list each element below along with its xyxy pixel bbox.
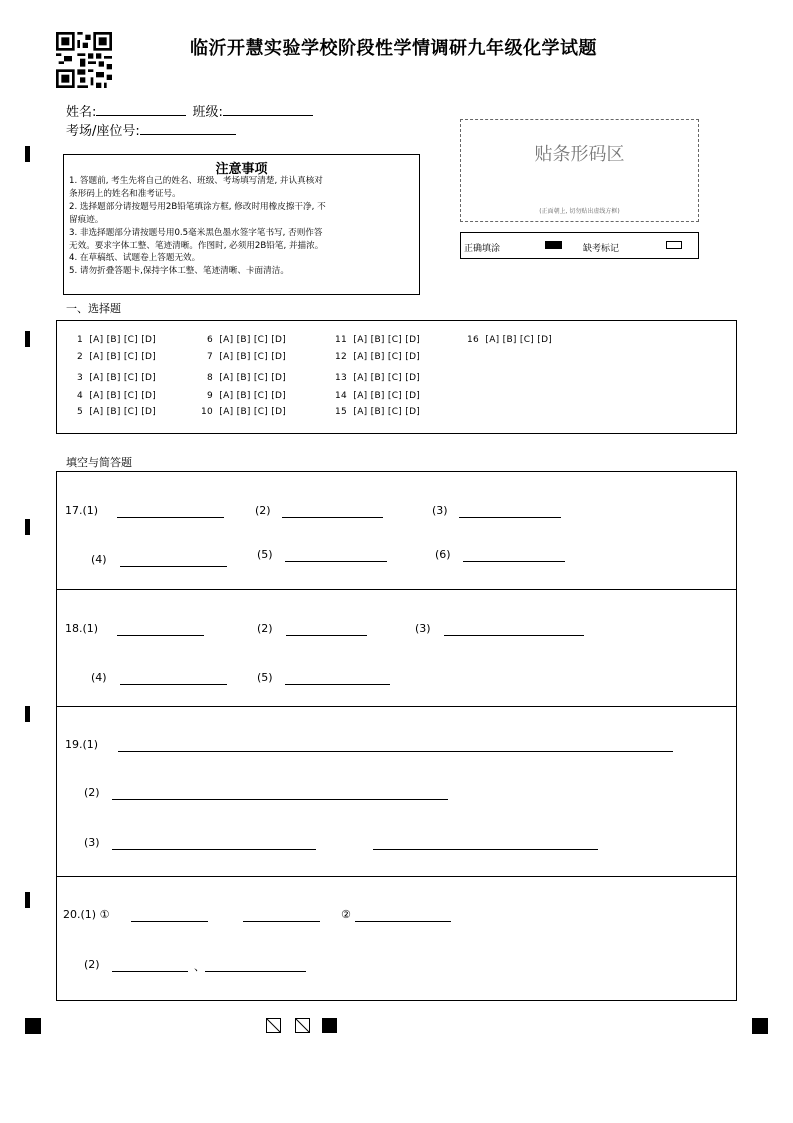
choice-answer-box <box>56 320 737 434</box>
answer-line[interactable] <box>112 849 316 850</box>
answer-line[interactable] <box>117 635 204 636</box>
answer-line[interactable] <box>205 971 306 972</box>
notice-box <box>63 154 420 295</box>
answer-line[interactable] <box>131 921 208 922</box>
barcode-note: (正面朝上, 切勿贴出虚线方框) <box>539 208 620 215</box>
notice-title: 注意事项 <box>215 162 268 177</box>
barcode-area <box>460 119 699 222</box>
answer-line[interactable] <box>120 684 227 685</box>
answer-line[interactable] <box>463 561 565 562</box>
choice-row[interactable]: 13 [A] [B] [C] [D] <box>335 373 421 383</box>
corner-mark <box>752 1018 768 1034</box>
answer-line[interactable] <box>459 517 561 518</box>
filled-box-icon <box>322 1018 337 1033</box>
corner-mark <box>25 1018 41 1034</box>
question-17: 17.(1) <box>65 504 99 517</box>
answer-line[interactable] <box>373 849 598 850</box>
fill-example-box <box>460 232 699 259</box>
separator: 、 <box>194 960 205 973</box>
choice-row[interactable]: 5 [A] [B] [C] [D] <box>77 407 157 417</box>
question-part: (2) <box>84 786 100 799</box>
divider <box>57 589 736 590</box>
name-row <box>66 101 313 120</box>
choice-row[interactable]: 6 [A] [B] [C] [D] <box>207 335 287 345</box>
question-18: 18.(1) <box>65 622 99 635</box>
notice-line: 条形码上的姓名和准考证号。 <box>69 188 181 199</box>
notice-line: 无效。要求字体工整、笔迹清晰。作图时, 必须用2B铅笔, 并描浓。 <box>69 240 324 251</box>
question-part: (4) <box>91 553 107 566</box>
choice-row[interactable]: 1 [A] [B] [C] [D] <box>77 335 157 345</box>
question-part: (3) <box>84 836 100 849</box>
choice-row[interactable]: 9 [A] [B] [C] [D] <box>207 391 287 401</box>
barcode-title: 贴条形码区 <box>534 144 625 165</box>
absent-mark-checkbox[interactable] <box>666 241 682 249</box>
answer-line[interactable] <box>285 561 387 562</box>
choice-row[interactable]: 3 [A] [B] [C] [D] <box>77 373 157 383</box>
choice-row[interactable]: 12 [A] [B] [C] [D] <box>335 352 421 362</box>
question-part: (3) <box>415 622 431 635</box>
notice-line: 4. 在草稿纸、试题卷上答题无效。 <box>69 253 201 264</box>
answer-line[interactable] <box>444 635 584 636</box>
divider <box>57 876 736 877</box>
class-label: 班级: <box>192 105 223 120</box>
question-part: (2) <box>257 622 273 635</box>
notice-body <box>69 175 414 278</box>
answer-line[interactable] <box>243 921 320 922</box>
divider <box>57 706 736 707</box>
answer-line[interactable] <box>112 971 188 972</box>
timing-mark <box>25 146 30 162</box>
correct-fill-sample <box>545 241 562 249</box>
choice-row[interactable]: 11 [A] [B] [C] [D] <box>335 335 421 345</box>
qr-code-icon <box>56 32 112 88</box>
choice-row[interactable]: 4 [A] [B] [C] [D] <box>77 391 157 401</box>
notice-line: 5. 请勿折叠答题卡,保持字体工整、笔迹清晰、卡面清洁。 <box>69 266 289 277</box>
class-field[interactable] <box>223 103 313 116</box>
page-title: 临沂开慧实验学校阶段性学情调研九年级化学试题 <box>190 38 597 59</box>
question-part: (6) <box>435 548 451 561</box>
choice-row[interactable]: 8 [A] [B] [C] [D] <box>207 373 287 383</box>
question-20: 20.(1) ① <box>63 908 110 921</box>
question-part: (5) <box>257 671 273 684</box>
notice-line: 2. 选择题部分请按题号用2B铅笔填涂方框, 修改时用橡皮擦干净, 不 <box>69 201 326 212</box>
circle-number: ② <box>341 908 351 921</box>
answer-line[interactable] <box>118 751 673 752</box>
answer-line[interactable] <box>117 517 224 518</box>
seat-row <box>66 120 236 139</box>
correct-fill-label: 正确填涂 <box>464 244 501 254</box>
name-field[interactable] <box>96 103 186 116</box>
choice-row[interactable]: 2 [A] [B] [C] [D] <box>77 352 157 362</box>
answer-line[interactable] <box>286 635 367 636</box>
choice-section-label: 一、选择题 <box>66 302 121 315</box>
timing-mark <box>25 519 30 535</box>
timing-mark <box>25 706 30 722</box>
choice-row[interactable]: 15 [A] [B] [C] [D] <box>335 407 421 417</box>
notice-line: 3. 非选择题部分请按题号用0.5毫米黑色墨水签字笔书写, 否则作答 <box>69 227 323 238</box>
answer-section-label: 填空与简答题 <box>66 456 132 469</box>
answer-line[interactable] <box>355 921 451 922</box>
seat-label: 考场/座位号: <box>66 124 140 139</box>
notice-line: 留痕迹。 <box>69 214 104 225</box>
answer-box <box>56 471 737 1001</box>
choice-row[interactable]: 14 [A] [B] [C] [D] <box>335 391 421 401</box>
seat-field[interactable] <box>140 122 236 135</box>
answer-line[interactable] <box>285 684 390 685</box>
answer-line[interactable] <box>120 566 227 567</box>
timing-mark <box>25 331 30 347</box>
crossed-box-icon <box>266 1018 281 1033</box>
question-part: (2) <box>255 504 271 517</box>
answer-line[interactable] <box>112 799 448 800</box>
question-part: (3) <box>432 504 448 517</box>
notice-line: 1. 答题前, 考生先将自己的姓名、班级、考场填写清楚, 并认真核对 <box>69 176 323 186</box>
question-19: 19.(1) <box>65 738 99 751</box>
absent-mark-label: 缺考标记 <box>583 244 620 254</box>
choice-row[interactable]: 7 [A] [B] [C] [D] <box>207 352 287 362</box>
choice-row[interactable]: 10 [A] [B] [C] [D] <box>201 407 287 417</box>
choice-row[interactable]: 16 [A] [B] [C] [D] <box>467 335 553 345</box>
answer-line[interactable] <box>282 517 383 518</box>
name-label: 姓名: <box>66 105 97 120</box>
crossed-box-icon <box>295 1018 310 1033</box>
question-part: (2) <box>84 958 100 971</box>
question-part: (5) <box>257 548 273 561</box>
timing-mark <box>25 892 30 908</box>
question-part: (4) <box>91 671 107 684</box>
